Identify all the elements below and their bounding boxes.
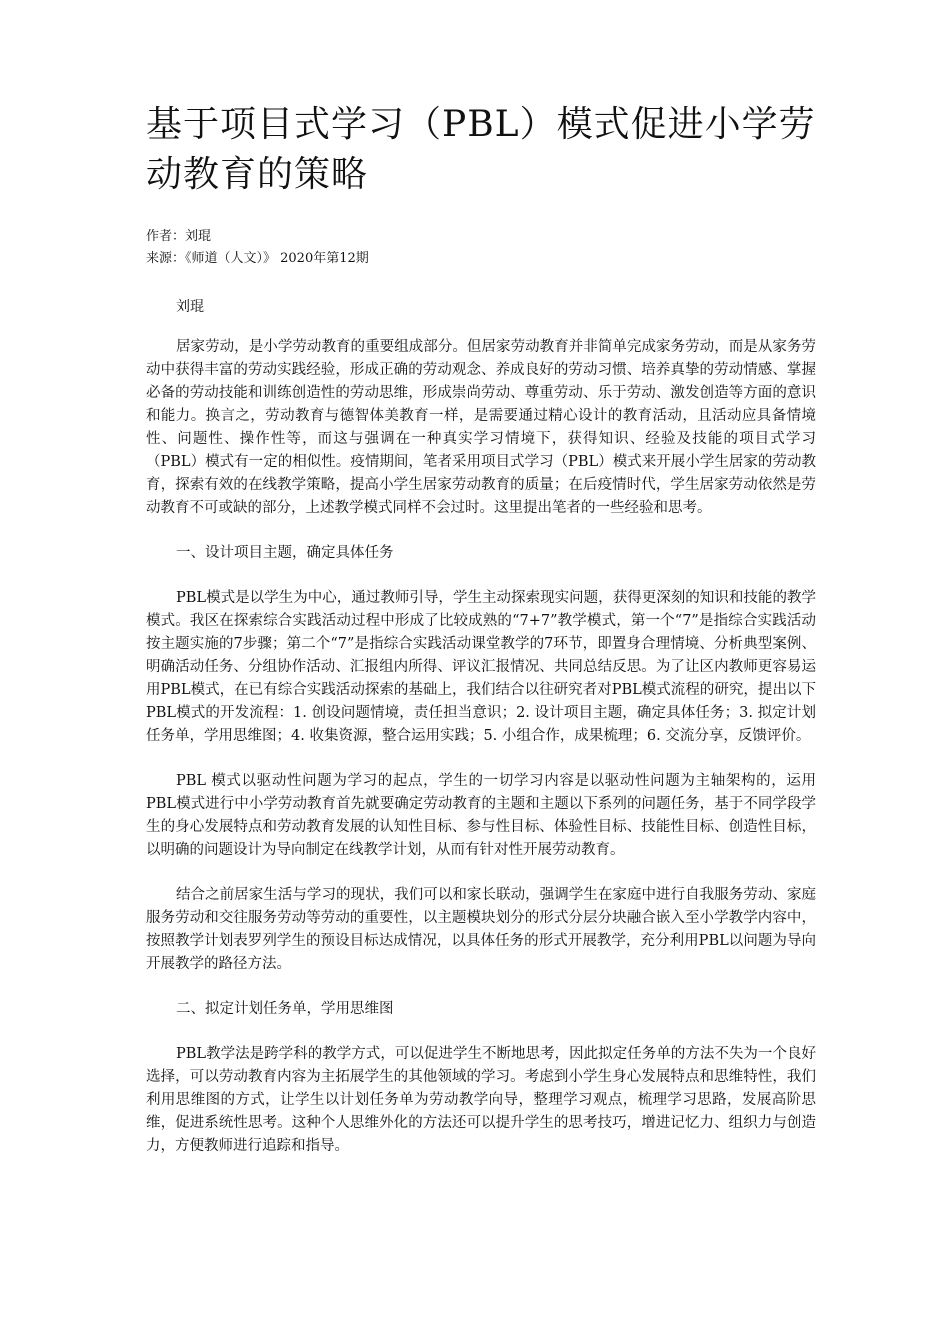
article-meta <box>146 226 816 270</box>
paragraph: PBL模式是以学生为中心，通过教师引导，学生主动探索现实问题，获得更深刻的知识和技能的教学模式。我区在探索综合实践活动过程中形成了比较成熟的“7+7”教学模式，第一个“7”是指综合实践活动按主题实施的7步骤；第二个“7”是指综合实践活动课堂教学的7环节，即置身合理情境、分析典型案例、明确活动任务、分组协作活动、汇报组内所得、评议汇报情况、共同总结反思。为了让区内教师更容易运用PBL模式，在已有综合实践活动探索的基础上，我们结合以往研究者对PBL模式流程的研究，提出以下PBL模式的开发流程：1. 创设问题情境，责任担当意识；2. 设计项目主题，确定具体任务；3. 拟定计划任务单，学用思维图；4. 收集资源，整合运用实践；5. 小组合作，成果梳理；6. 交流分享，反馈评价。 <box>146 590 816 744</box>
paragraph: PBL教学法是跨学科的教学方式，可以促进学生不断地思考，因此拟定任务单的方法不失为一个良好选择，可以劳动教育内容为主拓展学生的其他领域的学习。考虑到小学生身心发展特点和思维特性，我们利用思维图的方式，让学生以计划任务单为劳动教学向导，整理学习观点，梳理学习思路，发展高阶思维，促进系统性思考。这种个人思维外化的方法还可以提升学生的思考技巧，增进记忆力、组织力与创造力，方便教师进行追踪和指导。 <box>146 1046 816 1154</box>
paragraph: PBL 模式以驱动性问题为学习的起点，学生的一切学习内容是以驱动性问题为主轴架构的，运用PBL模式进行中小学劳动教育首先就要确定劳动教育的主题和主题以下系列的问题任务，基于不同学段学生的身心发展特点和劳动教育发展的认知性目标、参与性目标、体验性目标、技能性目标、创造性目标，以明确的问题设计为导向制定在线教学计划，从而有针对性开展劳动教育。 <box>146 773 816 858</box>
paragraph: 居家劳动，是小学劳动教育的重要组成部分。但居家劳动教育并非简单完成家务劳动，而是从家务劳动中获得丰富的劳动实践经验，形成正确的劳动观念、养成良好的劳动习惯、培养真挚的劳动情感、掌握必备的劳动技能和训练创造性的劳动思维，形成崇尚劳动、尊重劳动、乐于劳动、激发创造等方面的意识和能力。换言之，劳动教育与德智体美教育一样，是需要通过精心设计的教育活动，且活动应具备情境性、问题性、操作性等，而这与强调在一种真实学习情境下，获得知识、经验及技能的项目式学习（PBL）模式有一定的相似性。疫情期间，笔者采用项目式学习（PBL）模式来开展小学生居家的劳动教育，探索有效的在线教学策略，提高小学生居家劳动教育的质量；在后疫情时代，学生居家劳动依然是劳动教育不可或缺的部分，上述教学模式同样不会过时。这里提出笔者的一些经验和思考。 <box>146 339 816 516</box>
document-page <box>146 100 816 1180</box>
section-heading: 一、设计项目主题，确定具体任务 <box>176 545 394 561</box>
source-line: 来源：《师道（人文）》 2020年第12期 <box>146 251 369 266</box>
article-body <box>146 336 816 1158</box>
author-name: 刘琨 <box>176 299 204 315</box>
author-line: 作者：刘琨 <box>146 229 212 244</box>
article-title: 基于项目式学习（PBL）模式促进小学劳动教育的策略 <box>146 104 816 195</box>
paragraph: 结合之前居家生活与学习的现状，我们可以和家长联动，强调学生在家庭中进行自我服务劳动、家庭服务劳动和交往服务劳动等劳动的重要性，以主题模块划分的形式分层分块融合嵌入至小学教学内容中，按照教学计划表罗列学生的预设目标达成情况，以具体任务的形式开展教学，充分利用PBL以问题为导向开展教学的路径方法。 <box>146 887 816 972</box>
section-heading: 二、拟定计划任务单，学用思维图 <box>176 1001 394 1017</box>
